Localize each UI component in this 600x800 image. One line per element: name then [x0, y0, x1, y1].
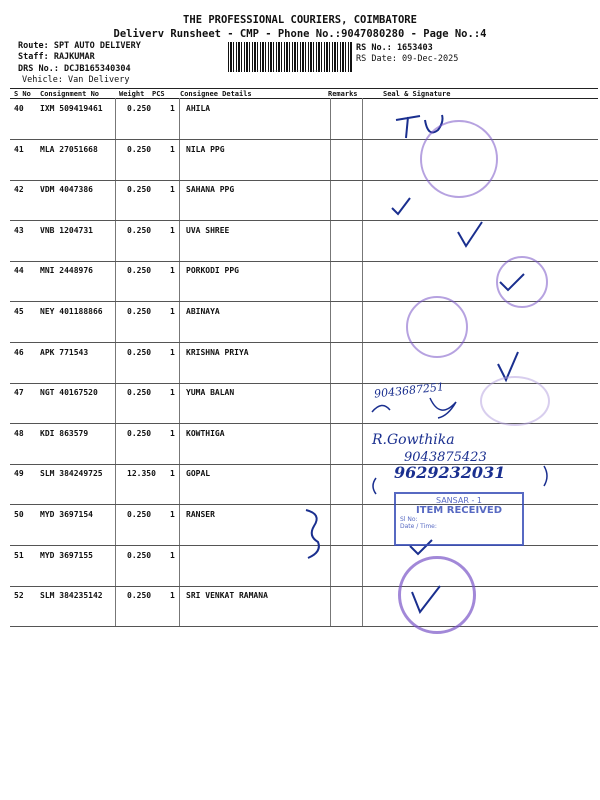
col-seal: Seal & Signature: [383, 90, 451, 98]
runsheet-subtitle: Deliverv Runsheet - CMP - Phone No.:9047080280 - Page No.:4: [113, 28, 487, 40]
row-sno: 52: [14, 591, 24, 600]
row-consignment: MNI 2448976: [40, 266, 93, 275]
stamp-date: Date / Time:: [400, 523, 437, 530]
row-pcs: 1: [170, 145, 175, 154]
row-consignee: AHILA: [186, 104, 211, 113]
row-pcs: 1: [170, 591, 175, 600]
row-consignee: SAHANA PPG: [186, 185, 235, 194]
row-consignee: NILA PPG: [186, 145, 225, 154]
stamp-text: ITEM RECEIVED: [415, 505, 503, 516]
received-stamp: [394, 492, 524, 546]
staff-label: Staff: RAJKUMAR: [18, 52, 95, 62]
row-sno: 45: [14, 307, 24, 316]
row-weight: 0.250: [127, 307, 152, 316]
signature-stroke: [372, 398, 456, 418]
col-consignment: Consignment No: [40, 90, 100, 98]
row-consignee: SRI VENKAT RAMANA: [186, 591, 268, 600]
row-consignment: IXM 509419461: [40, 104, 103, 113]
row-sno: 51: [14, 551, 24, 560]
row-sno: 47: [14, 388, 24, 397]
check-mark: [458, 222, 482, 246]
row-consignment: VNB 1204731: [40, 226, 93, 235]
handwritten-phone: 9629232031: [394, 463, 506, 482]
rubber-stamp: [420, 120, 498, 198]
row-consignment: KDI 863579: [40, 429, 89, 438]
signature-stroke: [306, 510, 319, 558]
route-label: Route: SPT AUTO DELIVERY: [18, 41, 141, 51]
row-sno: 44: [14, 266, 24, 275]
row-pcs: 1: [170, 307, 175, 316]
rubber-stamp: [480, 376, 550, 426]
row-sno: 40: [14, 104, 24, 113]
row-weight: 0.250: [127, 591, 152, 600]
rs-date: RS Date: 09-Dec-2025: [356, 54, 459, 64]
rs-number: RS No.: 1653403: [356, 43, 433, 53]
row-sno: 50: [14, 510, 24, 519]
row-consignee: ABINAYA: [186, 307, 220, 316]
row-weight: 0.250: [127, 185, 152, 194]
handwritten-phone: 9043687251: [373, 380, 445, 401]
row-weight: 0.250: [127, 104, 152, 113]
col-sno: S No: [14, 90, 31, 98]
row-consignment: SLM 384249725: [40, 469, 103, 478]
stamp-title: SANSAR - 1: [435, 496, 482, 505]
row-pcs: 1: [170, 348, 175, 357]
row-consignment: MLA 27051668: [40, 145, 98, 154]
row-consignment: MYD 3697154: [40, 510, 93, 519]
row-consignee: PORKODI PPG: [186, 266, 239, 275]
row-weight: 0.250: [127, 226, 152, 235]
company-title: THE PROFESSIONAL COURIERS, COIMBATORE: [183, 14, 417, 26]
row-consignee: GOPAL: [186, 469, 211, 478]
row-sno: 49: [14, 469, 24, 478]
col-consignee: Consignee Details: [180, 90, 252, 98]
row-weight: 0.250: [127, 510, 152, 519]
row-sno: 46: [14, 348, 24, 357]
row-weight: 12.350: [127, 469, 156, 478]
row-consignment: VDM 4047386: [40, 185, 93, 194]
drs-number: DRS No.: DCJB165340304: [18, 64, 131, 74]
stamp-sl: Sl No:: [400, 516, 418, 523]
row-pcs: 1: [170, 266, 175, 275]
row-consignment: NGT 40167520: [40, 388, 98, 397]
row-pcs: 1: [170, 469, 175, 478]
row-sno: 48: [14, 429, 24, 438]
row-consignee: YUMA BALAN: [186, 388, 235, 397]
row-sno: 42: [14, 185, 24, 194]
row-sno: 43: [14, 226, 24, 235]
handwritten-phone: 9043875423: [404, 450, 487, 465]
row-consignee: KOWTHIGA: [186, 429, 225, 438]
row-pcs: 1: [170, 429, 175, 438]
rubber-stamp: [406, 296, 468, 358]
row-consignee: UVA SHREE: [186, 226, 230, 235]
row-weight: 0.250: [127, 348, 152, 357]
rubber-stamp: [398, 556, 476, 634]
row-pcs: 1: [170, 104, 175, 113]
row-weight: 0.250: [127, 429, 152, 438]
rubber-stamp: [496, 256, 548, 308]
row-weight: 0.250: [127, 145, 152, 154]
row-consignment: APK 771543: [40, 348, 89, 357]
row-sno: 41: [14, 145, 24, 154]
row-weight: 0.250: [127, 266, 152, 275]
row-weight: 0.250: [127, 551, 152, 560]
check-mark: [392, 198, 410, 214]
row-consignee: KRISHNA PRIYA: [186, 348, 249, 357]
col-remarks: Remarks: [328, 90, 358, 98]
row-pcs: 1: [170, 185, 175, 194]
row-consignment: SLM 384235142: [40, 591, 103, 600]
row-consignee: RANSER: [186, 510, 215, 519]
row-pcs: 1: [170, 510, 175, 519]
vehicle-label: Vehicle: Van Delivery: [22, 75, 130, 85]
row-consignment: MYD 3697155: [40, 551, 93, 560]
col-pcs: PCS: [152, 90, 165, 98]
row-consignment: NEY 401188866: [40, 307, 103, 316]
col-weight: Weight: [119, 90, 145, 98]
row-pcs: 1: [170, 551, 175, 560]
row-pcs: 1: [170, 388, 175, 397]
row-weight: 0.250: [127, 388, 152, 397]
handwritten-name: R.Gowthika: [372, 432, 455, 448]
row-pcs: 1: [170, 226, 175, 235]
